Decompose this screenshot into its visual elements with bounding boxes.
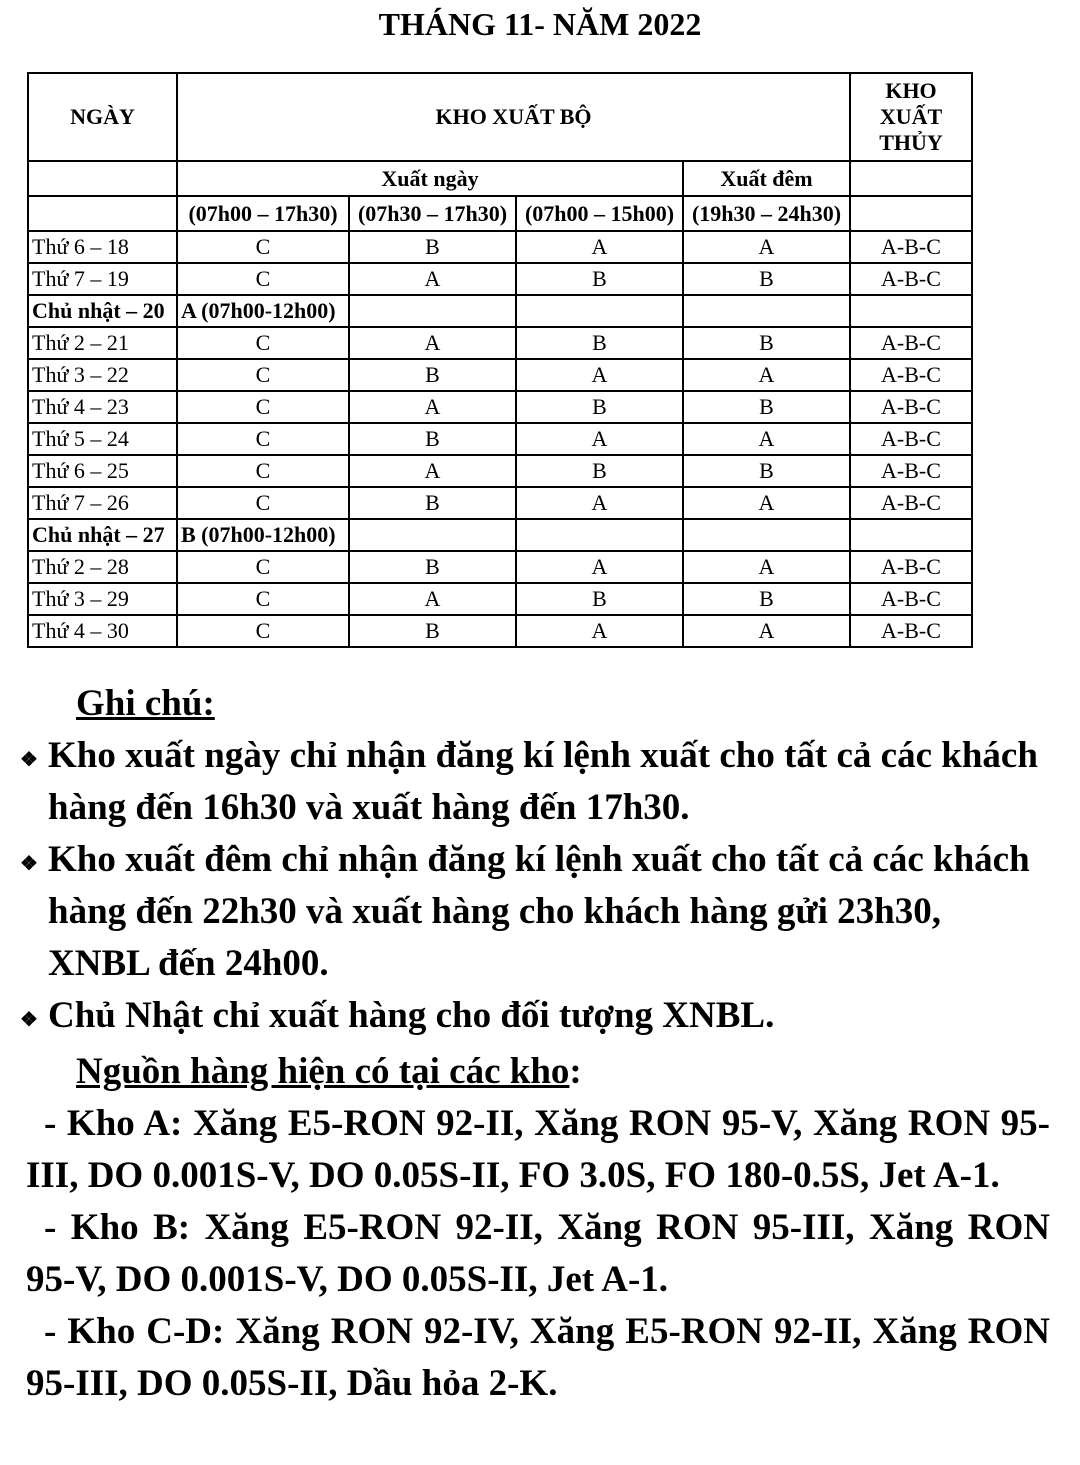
slot-4-cell: A [683, 423, 850, 455]
table-row [28, 391, 972, 423]
kho-xuat-thuy-cell: A-B-C [850, 583, 972, 615]
header-row-2 [28, 161, 972, 196]
slot-1-cell: C [177, 615, 349, 647]
slot-1-cell: C [177, 263, 349, 295]
kho-xuat-thuy-cell: A-B-C [850, 231, 972, 263]
slot-4-cell: A [683, 615, 850, 647]
slot-2-cell: B [349, 615, 516, 647]
header-kho-xuat-bo: KHO XUẤT BỘ [177, 73, 850, 161]
note-text: Chủ Nhật chỉ xuất hàng cho đối tượng XNBL. [48, 995, 775, 1036]
slot-1-cell: C [177, 583, 349, 615]
slot-2-cell [349, 295, 516, 327]
day-cell: Thứ 3 – 29 [28, 583, 177, 615]
slot-3-cell: A [516, 615, 683, 647]
kho-xuat-thuy-cell: A-B-C [850, 263, 972, 295]
kho-xuat-thuy-cell: A-B-C [850, 551, 972, 583]
slot-2-cell: B [349, 423, 516, 455]
kho-xuat-thuy-cell: A-B-C [850, 359, 972, 391]
note-bullet [20, 990, 1050, 1046]
table-row [28, 295, 972, 327]
day-cell: Thứ 6 – 25 [28, 455, 177, 487]
table-row [28, 359, 972, 391]
table-row [28, 455, 972, 487]
header-empty-cell [28, 161, 177, 196]
slot-2-cell: B [349, 231, 516, 263]
table-row [28, 487, 972, 519]
slot-3-cell: A [516, 359, 683, 391]
slot-3-cell [516, 519, 683, 551]
kho-b-paragraph: - Kho B: Xăng E5-RON 92-II, Xăng RON 95-III, Xăng RON 95-V, DO 0.001S-V, DO 0.05S-II, Jet A-1. [26, 1207, 1050, 1300]
slot-3-cell: B [516, 263, 683, 295]
notes-section [20, 678, 1050, 1410]
page-title: THÁNG 11- NĂM 2022 [378, 6, 702, 42]
schedule-table [27, 72, 973, 648]
header-slot-4: (19h30 – 24h30) [683, 196, 850, 231]
kho-a-paragraph: - Kho A: Xăng E5-RON 92-II, Xăng RON 95-V, Xăng RON 95-III, DO 0.001S-V, DO 0.05S-II, FO 3.0S, FO 180-0.5S, Jet A-1. [26, 1103, 1050, 1196]
slot-1-cell: C [177, 327, 349, 359]
kho-xuat-thuy-cell: A-B-C [850, 391, 972, 423]
day-cell: Thứ 7 – 19 [28, 263, 177, 295]
slot-4-cell: B [683, 391, 850, 423]
header-empty-cell [850, 196, 972, 231]
slot-1-cell: C [177, 359, 349, 391]
kho-xuat-thuy-cell: A-B-C [850, 423, 972, 455]
slot-3-cell: B [516, 455, 683, 487]
slot-3-cell: A [516, 423, 683, 455]
slot-4-cell [683, 295, 850, 327]
kho-cd-paragraph: - Kho C-D: Xăng RON 92-IV, Xăng E5-RON 92-II, Xăng RON 95-III, DO 0.05S-II, Dầu hỏa 2-K. [26, 1311, 1050, 1404]
table-row [28, 583, 972, 615]
note-text: Kho xuất ngày chỉ nhận đăng kí lệnh xuất cho tất cả các khách hàng đến 16h30 và xuất hàng đến 17h30. [48, 735, 1038, 828]
slot-2-cell [349, 519, 516, 551]
notes-heading: Ghi chú: [76, 683, 215, 724]
slot-3-cell: B [516, 391, 683, 423]
slot-2-cell: A [349, 391, 516, 423]
table-row [28, 423, 972, 455]
header-row-3 [28, 196, 972, 231]
header-slot-1: (07h00 – 17h30) [177, 196, 349, 231]
day-cell: Thứ 3 – 22 [28, 359, 177, 391]
slot-4-cell: B [683, 327, 850, 359]
day-cell: Thứ 2 – 21 [28, 327, 177, 359]
slot-3-cell: A [516, 487, 683, 519]
header-empty-cell [850, 161, 972, 196]
table-row [28, 327, 972, 359]
day-cell: Thứ 6 – 18 [28, 231, 177, 263]
slot-2-cell: A [349, 263, 516, 295]
slot-1-cell: C [177, 455, 349, 487]
day-cell: Chủ nhật – 20 [28, 295, 177, 327]
header-ngay: NGÀY [28, 73, 177, 161]
header-empty-cell [28, 196, 177, 231]
diamond-bullet-icon: ❖ [20, 1009, 38, 1031]
table-row [28, 231, 972, 263]
table-row [28, 263, 972, 295]
day-cell: Thứ 7 – 26 [28, 487, 177, 519]
slot-1-cell: C [177, 487, 349, 519]
slot-4-cell: A [683, 359, 850, 391]
slot-2-cell: A [349, 327, 516, 359]
slot-2-cell: A [349, 583, 516, 615]
slot-4-cell: B [683, 583, 850, 615]
table-row [28, 551, 972, 583]
diamond-bullet-icon: ❖ [20, 749, 38, 771]
slot-2-cell: B [349, 359, 516, 391]
slot-1-cell: C [177, 391, 349, 423]
header-kho-xuat-thuy: KHO XUẤT THỦY [850, 73, 972, 161]
slot-1-cell: B (07h00-12h00) [177, 519, 349, 551]
kho-xuat-thuy-cell [850, 519, 972, 551]
day-cell: Thứ 2 – 28 [28, 551, 177, 583]
slot-2-cell: B [349, 487, 516, 519]
slot-1-cell: A (07h00-12h00) [177, 295, 349, 327]
slot-3-cell: A [516, 231, 683, 263]
kho-xuat-thuy-cell: A-B-C [850, 455, 972, 487]
header-slot-2: (07h30 – 17h30) [349, 196, 516, 231]
day-cell: Thứ 5 – 24 [28, 423, 177, 455]
slot-3-cell: A [516, 551, 683, 583]
note-bullet [20, 730, 1050, 834]
slot-3-cell: B [516, 327, 683, 359]
slot-4-cell: A [683, 231, 850, 263]
slot-4-cell: A [683, 487, 850, 519]
slot-1-cell: C [177, 231, 349, 263]
day-cell: Chủ nhật – 27 [28, 519, 177, 551]
slot-4-cell: A [683, 551, 850, 583]
kho-xuat-thuy-cell: A-B-C [850, 615, 972, 647]
source-heading: Nguồn hàng hiện có tại các kho: [76, 1051, 582, 1092]
kho-xuat-thuy-cell: A-B-C [850, 487, 972, 519]
slot-2-cell: A [349, 455, 516, 487]
note-text: Kho xuất đêm chỉ nhận đăng kí lệnh xuất cho tất cả các khách hàng đến 22h30 và xuất hàng cho khách hàng gửi 23h30, XNBL đến 24h00. [48, 839, 1030, 984]
day-cell: Thứ 4 – 23 [28, 391, 177, 423]
table-row [28, 615, 972, 647]
header-xuat-dem: Xuất đêm [683, 161, 850, 196]
kho-xuat-thuy-cell: A-B-C [850, 327, 972, 359]
kho-xuat-thuy-cell [850, 295, 972, 327]
slot-4-cell: B [683, 455, 850, 487]
slot-1-cell: C [177, 551, 349, 583]
header-slot-3: (07h00 – 15h00) [516, 196, 683, 231]
slot-4-cell [683, 519, 850, 551]
slot-3-cell: B [516, 583, 683, 615]
slot-2-cell: B [349, 551, 516, 583]
slot-3-cell [516, 295, 683, 327]
diamond-bullet-icon: ❖ [20, 853, 38, 875]
header-row-1 [28, 73, 972, 161]
slot-4-cell: B [683, 263, 850, 295]
schedule-rows [28, 231, 972, 647]
table-row [28, 519, 972, 551]
note-bullet [20, 834, 1050, 990]
day-cell: Thứ 4 – 30 [28, 615, 177, 647]
header-xuat-ngay: Xuất ngày [177, 161, 683, 196]
slot-1-cell: C [177, 423, 349, 455]
